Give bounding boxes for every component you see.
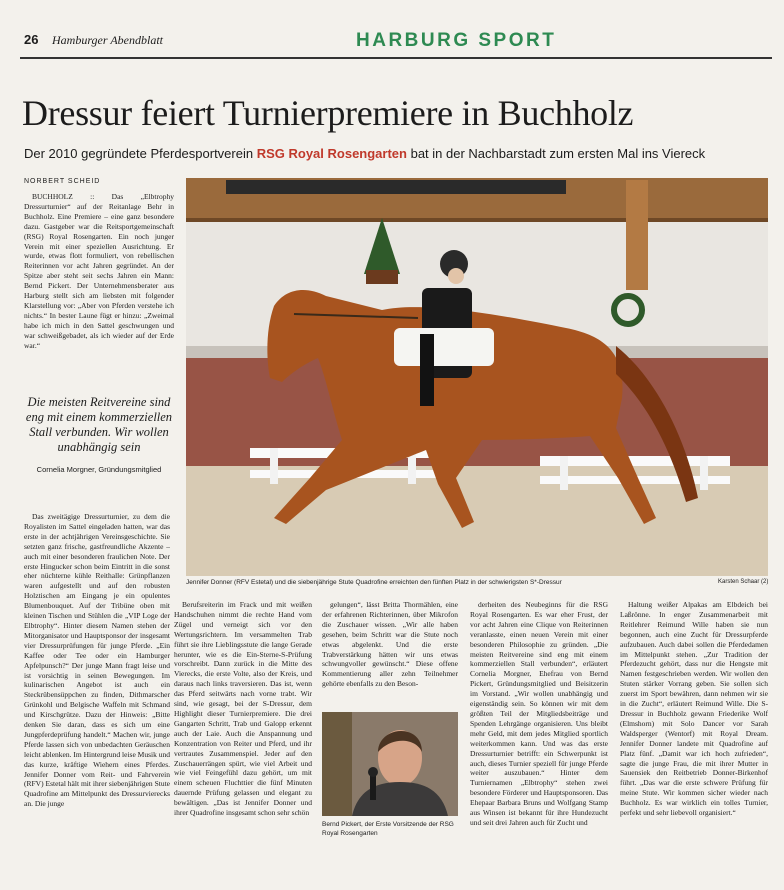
dressage-photo <box>186 178 768 576</box>
subhead-text: Der 2010 gegründete Pferdesportverein <box>24 146 257 161</box>
body-column-4 <box>470 600 608 868</box>
column-4-text: derheiten des Neubeginns für die RSG Royal Rosengarten. Es war eher Frust, der vor acht Jahren eine Clique von Reiterinnen veranlasste, einen neuen Verein mit einer besonderen Philosophie zu gründen. „Die meisten Reitvereine sind eng mit einem kommerziellen Stall verbunden“, erläutert Cornelia Morgner, Ehefrau von Bernd Pickert, Gründungsmitglied und Beisitzerin im Vorstand. „Wir wollen unabhängig und eigenständig sein. So können wir mit dem größten Teil der Mitgliedsbeiträge und Spenden Lehrgänge organisieren. Uns bleibt mehr Geld, mit dem jedes Mitglied sportlich weiterkommen kann. Und was das erste Dressurturnier betrifft: ein Schwerpunkt ist auch, dieses Turnier speziell für junge Pferde weiter auszubauen.“ Hinter dem Turniernamen „Elbtrophy“ stehen zwei besondere Förderer und Hauptsponsoren. Das Ehepaar Barbara Bruns und Wolfgang Stamp aus Winsen ist bekannt für ihre Hundezucht und seit drei Jahren auch für Zucht und <box>470 600 608 827</box>
intro-paragraph: BUCHHOLZ :: Das „Elbtrophy Dressurturnier“ auf der Reitanlage Behr in Buchholz. Eine Premiere – eine ganz besondere dazu. Gastgeber war die Reitsportgemeinschaft (RSG) Royal Rosengarten. Ein noch junger Verein mit einer speziellen Ausrichtung. Er wurde, etwas flott formuliert, von rebellischen Reiterinnen vor acht Jahren gegründet. An der Spitze aber steht seit sechs Jahren ein Mann: Bernd Pickert. Der Unternehmensberater aus Harburg stellt sich am liebsten mit folgender Klarstellung vor: „Aber von Pferden verstehe ich nichts.“ In bester Laune fügt er hinzu: „Zweimal habe ich mich in den Sattel geschwungen und war schweißgebadet, als ich wieder auf der Erde war.“ <box>24 192 174 350</box>
paper-name: Hamburger Abendblatt <box>52 33 163 47</box>
club-name-highlight: RSG Royal Rosengarten <box>256 146 407 161</box>
pull-quote-author: Cornelia Morgner, Gründungsmitglied <box>36 465 162 474</box>
headline: Dressur feiert Turnierpremiere in Buchholz <box>22 93 634 133</box>
speaker-illustration <box>322 712 458 816</box>
pull-quote <box>24 395 174 474</box>
portrait-photo <box>322 712 458 816</box>
body-column-3 <box>322 600 458 708</box>
subheadline <box>24 146 705 161</box>
body-column-2 <box>174 600 312 868</box>
column-3-text: gelungen“, lässt Britta Thormählen, eine der erfahrenen Richterinnen, über Mikrofon die Zuschauer wissen. „Wir alle haben gesehen, beim Schritt war die Stute noch etwas abgelenkt. Und die erste Trabverstärkung hätten wir uns etwas schwungvoller gewünscht.“ Diese offene Kommentierung aller zehn Teilnehmer gehörte ebenfalls zu den Beson- <box>322 600 458 689</box>
byline: NORBERT SCHEID <box>24 178 101 185</box>
section-title: HARBURG SPORT <box>356 30 557 51</box>
masthead-rule <box>20 57 772 59</box>
intro-column <box>24 192 174 370</box>
subhead-text-end: bat in der Nachbarstadt zum ersten Mal ins Viereck <box>406 146 706 161</box>
horse-rider-illustration <box>186 178 768 576</box>
photo-credit: Karsten Schaar (2) <box>718 579 769 585</box>
photo-caption: Jennifer Donner (RFV Estetal) und die siebenjährige Stute Quadrofine erreichten den fünften Platz in der schwierigsten S*-Dressur <box>186 579 562 586</box>
column-5-text: Haltung weißer Alpakas am Elbdeich bei Laßrönne. In enger Zusammenarbeit mit Reitlehrer Reimund Wille haben sie nun begonnen, auch eine Zucht für Dressurpferde aufzubauen. Auch dabei sollen die Pferdedamen im Mittelpunkt stehen. „Zur Tradition der Pferdezucht gehört, dass nur die Hengste mit Namen festgeschrieben werden. Wir wollen den Stuten stärker Vorrang geben. Sie sollen sich zuerst im Sport bewähren, dann nehmen wir sie in die Zucht“, erläutert Reimund Wille. Die S-Dressur in Buchholz gewann Friederike Wolf (Elmshorn) mit Solo Dancer vor Sarah Waldsperger (Wentorf) mit Royal Dream. Jennifer Donner landete mit Quadrofine auf Platz fünf. „Damit war ich hoch zufrieden“, sagte die junge Frau, die mit ihrer Mutter in Sauensiek den Reitbetrieb Donner-Birkenhof führt. „Das war die erste schwere Prüfung für meine Stute. Wir kommen sicher wieder nach Buchholz. Es war wirklich ein tolles Turnier, perfekt und sehr liebevoll organisiert.“ <box>620 600 768 818</box>
body-column-1 <box>24 512 170 866</box>
portrait-caption: Bernd Pickert, der Erste Vorsitzende der RSG Royal Rosengarten <box>322 821 454 837</box>
pull-quote-text: Die meisten Reitvereine sind eng mit einem kommerziellen Stall verbunden. Wir wollen unabhängig sein <box>25 395 173 454</box>
masthead <box>20 28 770 56</box>
column-1-text: Das zweitägige Dressurturnier, zu dem die Royalisten im Sattel eingeladen hatten, war das erste in der achtjährigen Vereinsgeschichte. Sie setzten ganz frische, gastfreundliche Akzente – auch mit einer besonderen fraulichen Note. Der erste Hingucker schon beim Eintritt in die sonst eher nüchterne kühle Reithalle: Grünpflanzen waren aufgestellt und auf den robusten Holztischen am Eingang je ein opulentes Blumenbouquet. Auf der Tribüne oben mit kleinen Tischen und Stühlen die „VIP Loge der Elbtrophy“. Hinter diesem Namen stehen der Mitorganisator und Hauptsponsor der insgesamt vier Dressurprüfungen für junge Pferde. „Ein Kaffee oder Tee oder ein Hamburger Apfelpunsch?“ Der junge Mann fragt leise und ist vorsichtig in seinen Bewegungen. Im kulinarischen Angebot ist auch ein Steckrübensüppchen zu finden, Dithmarscher Grünkohl und Belgische Waffeln mit Schmand und Kirschgrütze. Dazu der Hinweis: „Bitte denken Sie daran, dass es sich um eine Jungpferdeprüfung handelt.“ Machen wir, junge Pferde lassen sich von unbedachten Geräuschen leicht ablenken. Im Hintergrund leise Musik und das kurze, kräftige Wiehern eines Pferdes. Jennifer Donner vom Reit- und Fahrverein (RFV) Estetal hält mit ihrer siebenjährigen Stute Quadrofine am Mittelpunkt des Dressurvierecks an. Die junge <box>24 512 170 809</box>
column-2-text: Berufsreiterin im Frack und mit weißen Handschuhen nimmt die rechte Hand vom Zügel und verneigt sich vor den Wertungsrichtern. Im versammelten Trab führt sie ihre Lieblingsstute die lange Gerade herunter, wie es die Ein-Sterne-S-Prüfung vorschreibt. Dann zurück in die Mitte des Vierecks, die erste Volte, also der Kreis, und daraus nach links traversieren. Das ist, wenn das Pferd seitwärts nach vorne trabt. Wir sind, wie gesagt, bei der S-Dressur, dem Highlight dieser Turnierpremiere. Die drei Gangarten Schritt, Trab und Galopp erkennt auch der Laie. Auch die Anspannung und Konzentration von Reiter und Pferd, und ihr vertrautes Zusammenspiel. Jeder auf den Zuschauerrängen spürt, wie viel Arbeit und wie viel Feingefühl dazu gehört, um mit einem scheuen Fluchttier die fünf Minuten dauernde Prüfung gelassen und elegant zu bewältigen. „Das ist Jennifer Donner und ihrer Quadrofine insgesamt schon sehr schön <box>174 600 312 818</box>
body-column-5 <box>620 600 768 868</box>
page-number: 26 <box>24 32 39 47</box>
